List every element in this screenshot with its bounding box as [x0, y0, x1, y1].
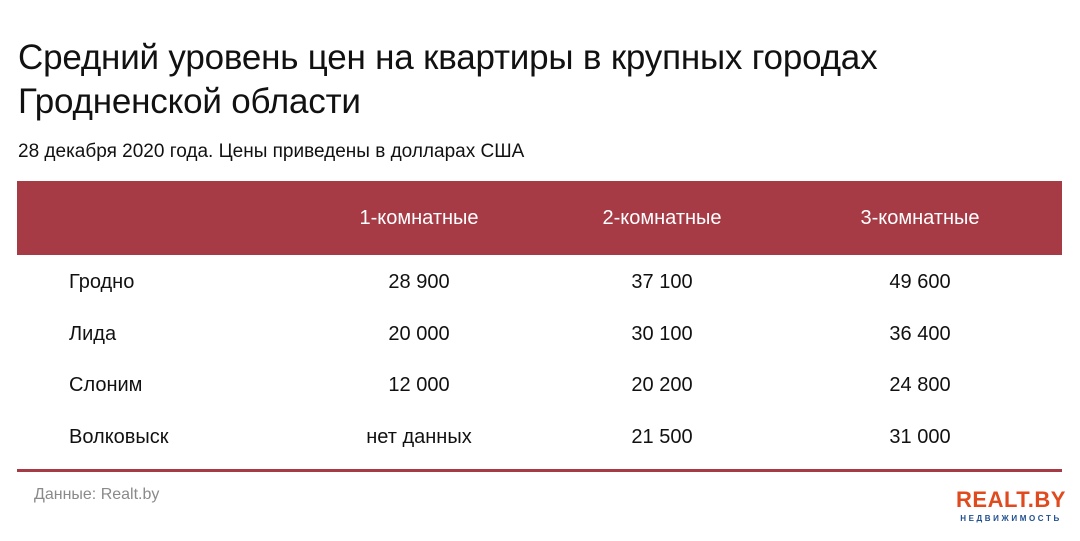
table-body — [17, 255, 1062, 463]
logo-tagline: НЕДВИЖИМОСТЬ — [960, 514, 1062, 523]
header-2-room: 2-комнатные — [602, 206, 722, 229]
price-table — [17, 181, 1062, 472]
header-1-room: 1-комнатные — [359, 206, 479, 229]
city-cell: Лида — [69, 322, 117, 345]
price-3-room-cell: 31 000 — [889, 425, 951, 448]
logo-wordmark: REALT.BY — [956, 487, 1066, 512]
source-note: Данные: Realt.by — [34, 486, 160, 503]
page-title: Средний уровень цен на квартиры в крупных городах Гродненской области — [18, 38, 878, 121]
table-row — [17, 257, 1062, 309]
price-1-room-cell: нет данных — [366, 425, 472, 448]
table-row — [17, 309, 1062, 361]
price-2-room-cell: 37 100 — [631, 271, 693, 294]
city-cell: Гродно — [69, 271, 135, 294]
price-1-room-cell: 20 000 — [388, 322, 450, 345]
price-2-room-cell: 20 200 — [631, 374, 693, 397]
table-header-row — [17, 181, 1062, 255]
price-1-room-cell: 28 900 — [388, 271, 450, 294]
price-2-room-cell: 21 500 — [631, 425, 693, 448]
price-3-room-cell: 36 400 — [889, 322, 951, 345]
city-cell: Волковыск — [69, 425, 169, 448]
table-row — [17, 412, 1062, 464]
table-bottom-divider — [17, 469, 1062, 472]
table-row — [17, 360, 1062, 412]
page-subtitle: 28 декабря 2020 года. Цены приведены в долларах США — [18, 141, 525, 162]
city-cell: Слоним — [69, 374, 143, 397]
realt-by-logo — [956, 488, 1066, 524]
price-2-room-cell: 30 100 — [631, 322, 693, 345]
price-3-room-cell: 24 800 — [889, 374, 951, 397]
header-3-room: 3-комнатные — [860, 206, 980, 229]
price-3-room-cell: 49 600 — [889, 271, 951, 294]
price-1-room-cell: 12 000 — [388, 374, 450, 397]
